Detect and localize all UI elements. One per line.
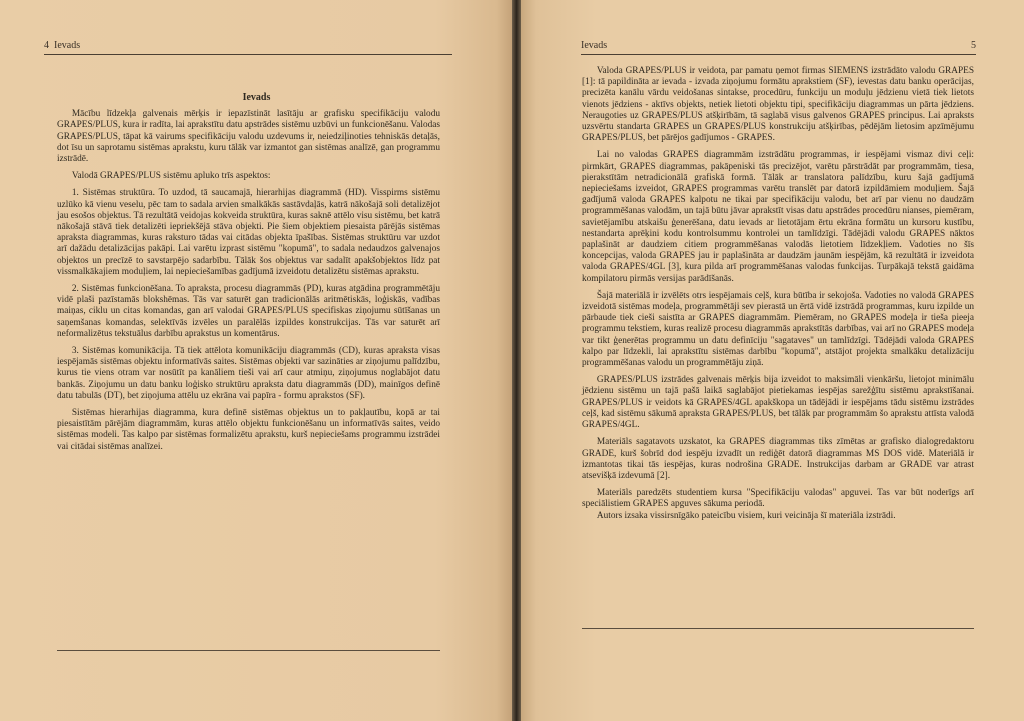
left-page-number: 4 <box>44 40 49 51</box>
paragraph: Lai no valodas GRAPES diagrammām izstrādātu programmas, ir iespējami vismaz divi ceļi: pirmkārt, GRAPES diagrammas, pakāpeniski tās precizējot, varētu pārstrādāt par programmām, tiesa, pierakstītām netradicionālā grafiskā formā. Tālāk ar translatora palīdzību, kuru šajā gadījumā nepieciešams izveidot, GRAPES programmas varētu translēt par datorā izpildāmiem moduļiem. Šajā gadījumā valoda GRAPES kalpotu ne tikai par specifikāciju valodu, bet arī par vienu no daudzām programmēšanas valodām, un tajā būtu jāvar aprakstīt visas datu apstrādes procedūru nianses, piemēram, savietējamību atskaišu ģenerēšana, datu ievads ar lietotājam ērtu ekrāna formātu un kursoru kustību, nestandarta aprēķini kodu kontrolsummu kontrolei un tamlīdzīgi. Tādējādi valodu GRAPES nāktos paplašināt ar daudziem citiem programmēšanas valodās lietotiem līdzekļiem. Vadoties no šīs koncepcijas, valoda GRAPES jau ir paplašināta ar daudzām jaunām iespējām, kā rezultātā ir izveidota valoda GRAPES/4GL [3], kura pilda arī programmēšanas valodas funkcijas. Turpākajā tekstā gaidāma kompilatoru pirmās versijas parādīšanās. <box>582 150 974 284</box>
paragraph: Šajā materiālā ir izvēlēts otrs iespējamais ceļš, kura būtība ir sekojoša. Vadoties no valodā GRAPES izveidotā sistēmas modeļa, programmētāji sev pierastā un ērtā vidē izstrādā programmas, kuru izpilde un pārbaude tiek cieši saistīta ar GRAPES diagrammām. Piemēram, no GRAPES modeļa ir tieša pieeja programmu tekstiem, kuras realizē procesu diagrammās aprakstītās darbības, vai arī no GRAPES modeļa var tikt ģenerētas programmu un datu definīciju "sagataves" un tamlīdzīgi. Tādējādi valoda GRAPES kalpo par līdzekli, lai aprakstītu sistēmas darbību "kopumā", atstājot projekta smalkāku detalizāciju programmēšanas valodu un programmētāju ziņā. <box>582 290 974 369</box>
paragraph: 2. Sistēmas funkcionēšana. To apraksta, procesu diagrammās (PD), kuras atgādina programmētāju vidē plaši pazīstamās blokshēmas. Tās var saturēt gan tradicionālās aritmētiskās, loģiskās, vadības maiņas, ciklu un citas komandas, gan arī valodai GRAPES/PLUS specifiskas ziņojumu sūtīšanas un saņemšanas komandas, selektīvās izvēles un paralēlās izpildes konstrukcijas. Tās var saturēt arī neformalizētus tekstuālus darbību aprakstus un komentārus. <box>57 284 440 339</box>
left-header-rule <box>44 54 452 55</box>
right-running-title: Ievads <box>581 40 608 51</box>
section-title: Ievads <box>242 92 271 103</box>
book-gutter <box>512 0 521 721</box>
paragraph: Materiāls sagatavots uzskatot, ka GRAPES diagrammas tiks zīmētas ar grafisko dialogredaktoru GRADE, kurš šobrīd dod iespēju izvadīt un rediģēt datorā diagrammas MS DOS vidē. Materiālā ir izmantotas tikai tās iespējas, kuras nodrošina GRADE. Instrukcijas darbam ar GRADE var atrast atsevišķā izdevumā [2]. <box>582 437 974 481</box>
left-running-title: Ievads <box>54 40 81 51</box>
paragraph: Materiāls paredzēts studentiem kursa "Specifikāciju valodas" apguvei. Tas var būt noderīgs arī speciālistiem GRAPES apguves sākuma periodā. <box>582 488 974 510</box>
paragraph: 1. Sistēmas struktūra. To uzdod, tā saucamajā, hierarhijas diagrammā (HD). Visspirms sistēmu uzlūko kā vienu veselu, pēc tam to sadala arvien smalkākās sastāvdaļās, katrā nākošajā soli detalizējot jau esošos objektus. Tā rezultātā veidojas kokveida struktūra, kuras saknē attēlo visu sistēmu, bet katrā nākošajā stāvā tiek detalizēti iepriekšējā stāva objekti. Pie šiem objektiem piesaista pārējās sistēmas apraksta diagrammas, kuras raksturo tādas vai citādas objekta īpašības. Sistēmas struktūru var uzdot arī dažādu detalizācijas pakāpi. Lai varētu izprast sistēmu "kopumā", to sadala nedaudzos galvenajos objektos un precīzē to savstarpējo sadarbību. Tālāk šos objektus var sadalīt apakšobjektos līdz pat vissmalkākajiem moduļiem, lai nepieciešamības gadījumā izveidotu detalizētu sistēmas aprakstu. <box>57 188 440 277</box>
paragraph: Valodā GRAPES/PLUS sistēmu apluko trīs aspektos: <box>71 171 271 182</box>
left-page-body <box>57 92 440 459</box>
paragraph: 3. Sistēmas komunikācija. Tā tiek attēlota komunikāciju diagrammās (CD), kuras apraksta visas iespējamās sistēmas objektu informatīvās saites. Sistēmas objekti var sazināties ar ziņojumu palīdzību, kurus tie viens otram var nosūtīt pa kanāliem tieši vai arī caur atmiņu, ziņojumus noglabājot datu bankās. Ziņojumu un datu banku loģisko struktūru apraksta datu diagrammās (DD), mainīgos definē datu tabulās (DT), bet ziņojuma attēlu uz ekrāna vai papīra - formu aprakstos (SF). <box>57 346 440 401</box>
paragraph: Mācību līdzekļa galvenais mērķis ir iepazīstināt lasītāju ar grafisku specifikāciju valodu GRAPES/PLUS, kura ir radīta, lai aprakstītu datu apstrādes sistēmu uzbūvi un funkcionēšanu. Valodas GRAPES/PLUS, tāpat kā vairums specifikāciju valodu uzdevums ir, neiedziļinoties tehniskās detaļās, dot īsu un saprotamu sistēmas aprakstu, kuru tālāk var izmantot gan sistēmas analīzē, gan programmu izstrādē. <box>57 109 440 165</box>
paragraph: GRAPES/PLUS izstrādes galvenais mērķis bija izveidot to maksimāli vienkāršu, lietojot minimālu jēdzienu sistēmu un tajā pašā laikā saglabājot pietiekamas iespējas sarežģītu sistēmu aprakstīšanai. GRAPES/PLUS ir veidots kā GRAPES/4GL apakškopa un tādējādi ir iespējams tādu sistēmu izstrādes ceļš, kad sistēmu sākumā apraksta GRAPES/PLUS, bet tālāk par programmām šo aprakstu attīsta valodā GRAPES/4GL. <box>582 375 974 431</box>
right-header-rule <box>581 54 976 55</box>
left-footer-rule <box>57 650 440 651</box>
right-footer-rule <box>582 628 974 629</box>
paragraph: Valoda GRAPES/PLUS ir veidota, par pamatu ņemot firmas SIEMENS izstrādāto valodu GRAPES [1]: tā papildināta ar ievada - izvada ziņojumu formātu aprakstiem (SF), ievestas datu banku operācijas, precizēta kanālu vārdu veidošanas sintakse, procedūru, funkciju un moduļu jēdzienu vietā tiek lietots vienots jēdziens - aktīvs objekts, netiek lietoti objektu tipi, specifikāciju diagrammas un pārta jēdziens. Neraugoties uz GRAPES/PLUS atšķirībām, tā saglabā visus galvenos GRAPES principus. Lai apraksts uzsvērtu standarta GRAPES un GRAPES/PLUS konstrukciju atšķirības, pēdējām lietosim apzīmējumu GRAPES/PLUS, bet pārējos gadījumos - GRAPES. <box>582 66 974 144</box>
right-page <box>521 0 1024 721</box>
right-page-number: 5 <box>971 40 976 51</box>
paragraph: Autors izsaka vissirsnīgāko pateicību visiem, kuri veicināja šī materiāla izstrādi. <box>596 510 896 521</box>
right-page-body <box>582 66 974 522</box>
paragraph: Sistēmas hierarhijas diagramma, kura definē sistēmas objektus un to pakļautību, kopā ar tai piesaistītām pārējām diagrammām, kuras attēlo objektu funkcionēšanu un informatīvās saites, veido sistēmas modeli. Tas kalpo par sistēmas formalizētu aprakstu, kurš nepieciešams programmu izstrādei vai citādai sistēmas analīzei. <box>57 408 440 452</box>
